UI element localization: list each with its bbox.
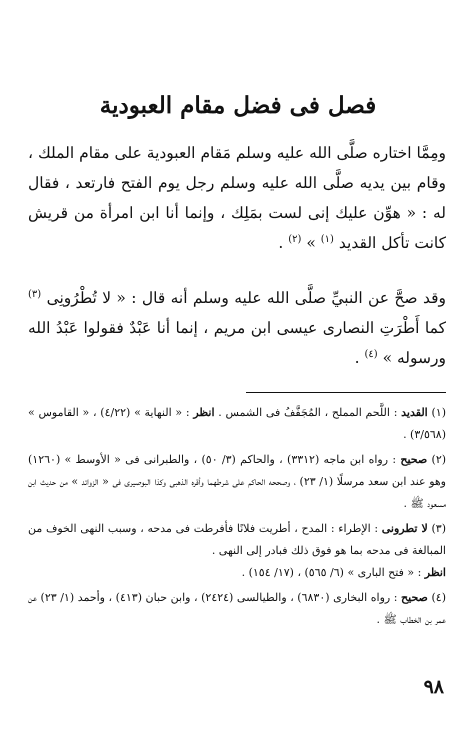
paragraph-2-text: وقد صحَّ عن النبيِّ صلَّى الله عليه وسلم أنه قال : « لا تُطْرُونِى [46,289,446,307]
footnote-see-text: : « النهاية » (٤/٢٢) ، « القاموس » (٣/٥٦٨) . [28,406,446,441]
page-number: ٩٨ [423,676,444,698]
footnote-4 [28,587,446,631]
paragraph-2-middle: كما أَطْرَتِ النصارى عيسى ابن مريم ، إنما أنا عَبْدٌ فقولوا عَبْدُ الله ورسوله » [28,319,446,367]
quote-close: » [306,234,316,252]
footnote-number: (٢) [431,453,447,466]
footnote-ref-2[interactable]: (٢) [288,233,302,245]
footnote-text: : اللَّحم المملح ، المُجَفَّفُ فى الشمس . [218,406,398,419]
paragraph-1 [28,138,446,258]
footnote-3 [28,518,446,584]
paragraph-2-end: . [354,349,360,367]
footnote-term: صحيح [401,591,428,604]
footnote-ref-3[interactable]: (٣) [28,288,42,300]
footnote-see-text: : « فتح البارى » (٦/ ٥٦٥) ، (١٧/ ١٥٤) . [241,566,422,579]
chapter-title: فصل فى فضل مقام العبودية [99,92,377,119]
footnote-term: القديد [401,406,428,419]
footnote-text: : الإطراء : المدح ، أطريت فلانًا فأفرطت فى مدحه ، وسبب النهى الخوف من المبالغة فى مدحه بما هو فوق ذلك فبادر إلى النهى . [28,522,446,557]
footnote-see-label: انظر [424,566,446,579]
footnotes [28,402,446,634]
footnote-see-label: انظر [193,406,215,419]
paragraph-1-text: ومِمَّا اختاره صلَّى الله عليه وسلم مَقام العبودية على مقام الملك ، وقام بين يديه صلَّى الله عليه وسلم رجل يوم الفتح فارتعد ، فقال له : « هوِّن عليك إنى لست بمَلِك ، وإنما أنا ابن امرأة من قريش كانت تأكل القديد [28,144,446,252]
footnote-text: : رواه ابن ماجه (٣٣١٢) ، والحاكم (٣/ ٥٠) ، والطبرانى فى « الأوسط » (١٢٦٠) وهو عند ابن سعد مرسلًا (١/ ٢٣) ، وصححه الحاكم على شرطهما وأقره الذهبى وكذا البوصيرى فى « الزوائد » من حديث ابن مسعود ﷺ . [28,453,446,510]
footnote-divider [246,392,446,393]
footnote-term: لا تطرونى [381,522,428,535]
footnote-text: : رواه البخارى (٦٨٣٠) ، والطيالسى (٢٤٢٤) ، وابن حبان (٤١٣) ، وأحمد (١/ ٢٣) عن عمر بن الخطاب ﷺ . [28,591,446,626]
paragraph-2 [28,283,446,373]
footnote-number: (١) [431,406,447,419]
footnote-ref-4[interactable]: (٤) [364,348,378,360]
footnote-ref-1[interactable]: (١) [320,233,334,245]
paragraph-1-end: . [278,234,284,252]
footnote-2 [28,449,446,515]
footnote-number: (٤) [431,591,446,604]
footnote-1 [28,402,446,446]
footnote-number: (٣) [431,522,446,535]
footnote-term: صحيح [400,453,428,466]
